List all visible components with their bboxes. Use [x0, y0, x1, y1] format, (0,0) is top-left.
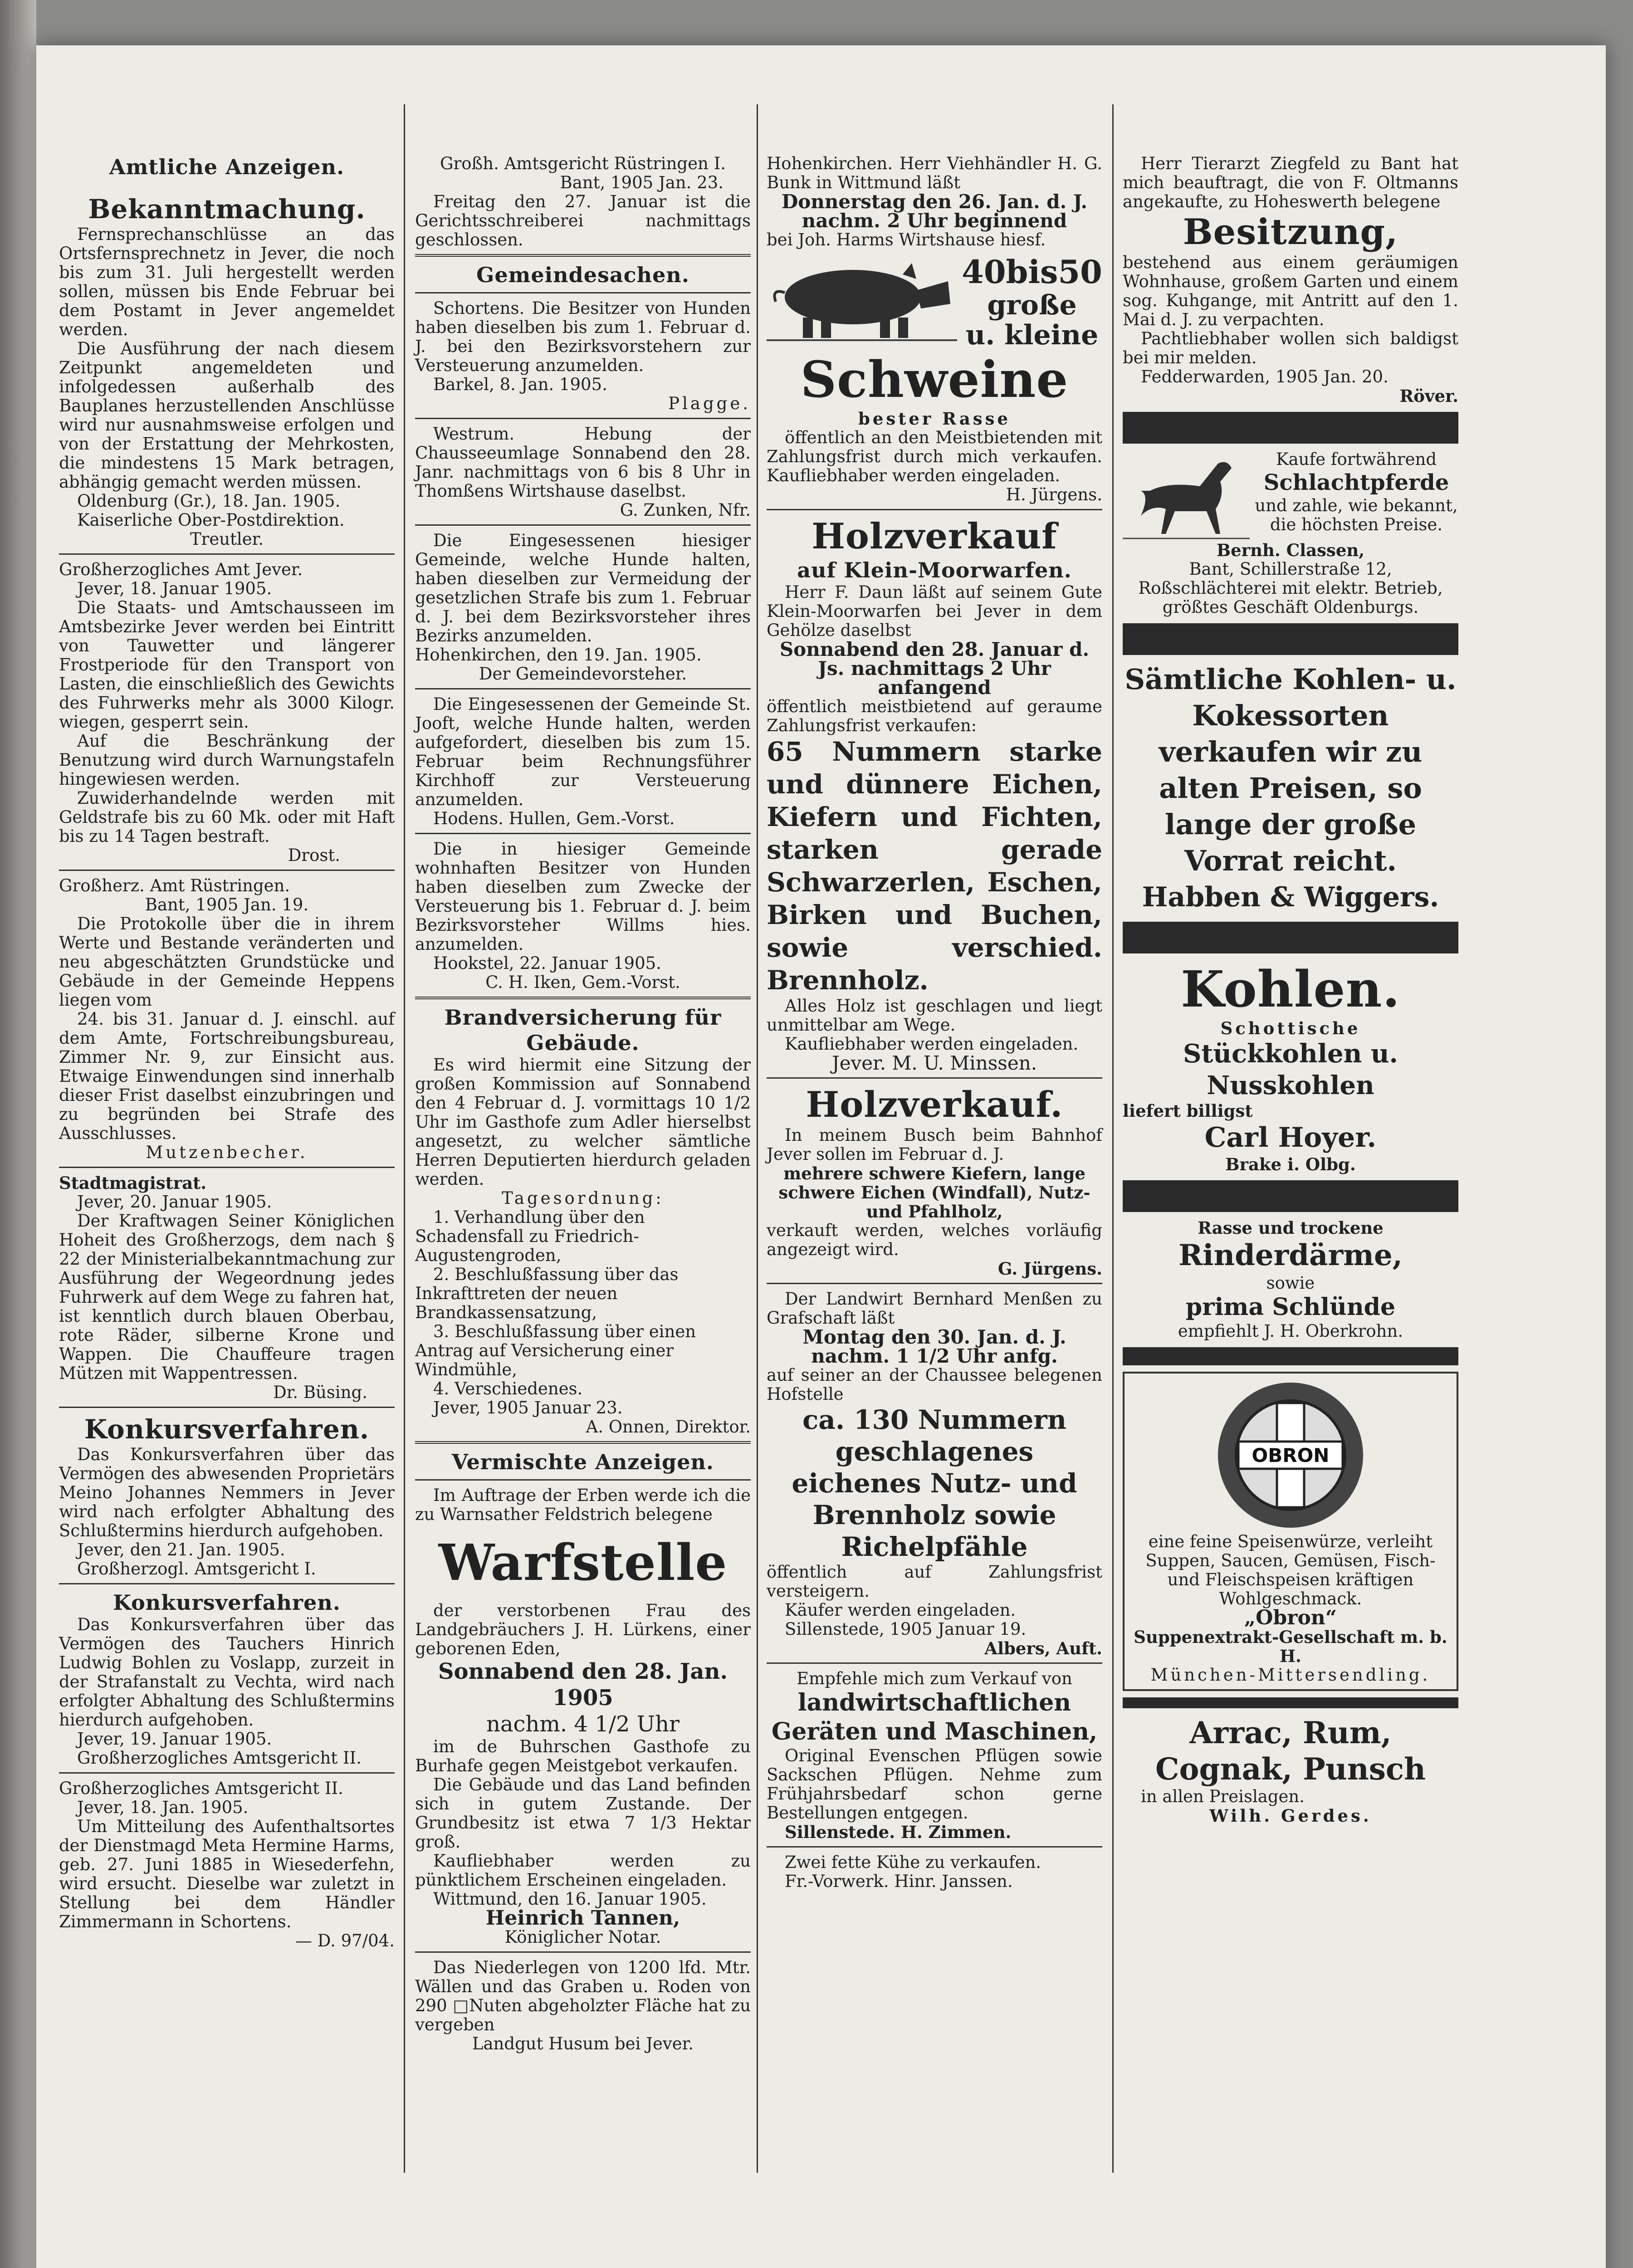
ad-text: Kaufe fortwährend: [1276, 450, 1437, 469]
notice-text: Schortens. Die Besitzer von Hunden haben dieselben bis zum 1. Februar d. J. bei den Bezirksvorstehern zur Versteuerung anzumelden.: [415, 298, 751, 375]
ad-text: Der Landwirt Bernhard Menßen zu Grafschaft läßt: [767, 1289, 1102, 1328]
notice-text: Die Staats- und Amtschausseen im Amtsbezirke Jever werden bei Eintritt von Tauwetter und längerer Frostperiode für den Transport von Lasten, die einschließlich des Gewichts des Fuhrwerks mehr als 3000 Kilogr. wiegen, gesperrt sein.: [59, 598, 395, 732]
ad-text: Roßschlächterei mit elektr. Betrieb, größtes Geschäft Oldenburgs.: [1138, 578, 1443, 617]
ad-text: Kaufliebhaber werden zu pünktlichem Erscheinen eingeladen.: [415, 1851, 751, 1890]
horse-ad: [1123, 450, 1458, 541]
pig-ad: [767, 254, 1102, 350]
ad-text: Schottische: [1220, 1018, 1361, 1038]
notice-signature: Großherzogliches Amtsgericht II.: [77, 1748, 362, 1768]
ad-text: öffentlich auf Zahlungsfrist versteigern.: [767, 1562, 1102, 1601]
column-3: [767, 104, 1102, 1891]
ad-text: verkauft werden, welches vorläufig angezeigt wird.: [767, 1221, 1102, 1259]
ad-text: Suppenextrakt-Gesellschaft m. b. H.: [1134, 1627, 1447, 1666]
notice-text: Zuwiderhandelnde werden mit Geldstrafe bis zu 60 Mk. oder mit Haft bis zu 14 Tagen bestraft.: [59, 788, 395, 846]
notice-date: Hookstel, 22. Januar 1905.: [433, 953, 661, 973]
notice-date: Bant, 1905 Jan. 23.: [560, 173, 724, 192]
ad-text: sowie: [1266, 1273, 1315, 1293]
ad-headline: Sämtliche Kohlen- u. Kokessorten verkaufen wir zu alten Preisen, so lange der große Vorrat reicht.: [1125, 663, 1457, 877]
ad-text: Die Gebäude und das Land befinden sich in gutem Zustande. Der Grundbesitz ist etwa 7 1/3 Hektar groß.: [415, 1775, 751, 1852]
section-header: Gemeindesachen.: [476, 263, 689, 287]
ad-signature: Fr.-Vorwerk. Hinr. Janssen.: [785, 1872, 1013, 1891]
divider-bar: [1123, 922, 1458, 953]
ad-headline: Besitzung,: [1183, 211, 1398, 253]
ad-text: Im Auftrage der Erben werde ich die zu Warnsather Feldstrich belegene: [415, 1486, 751, 1524]
pig-size: u. kleine: [965, 319, 1099, 350]
ad-time: nachm. 4 1/2 Uhr: [486, 1711, 680, 1737]
ad-items: ca. 130 Nummern geschlagenes eichenes Nutz- und Brennholz sowie Richelpfähle: [792, 1404, 1077, 1562]
column-rule: [757, 104, 758, 2173]
notice-text: Die Ausführung der nach diesem Zeitpunkt angemeldeten und infolgedessen außerhalb des Bauplanes herzustellenden Anschlüsse wird nur ausnahmsweise erfolgen und von der Erstattung der Mehrkosten, die mindestens 15 Mark betragen, abhängig gemacht werden müssen.: [59, 339, 395, 492]
ad-signature: Röver.: [1399, 386, 1458, 406]
ad-text: Herr F. Daun läßt auf seinem Gute Klein-Moorwarfen bei Jever in dem Gehölze daselbst: [767, 582, 1102, 640]
ad-text: Rasse und trockene: [1198, 1218, 1384, 1238]
notice-date: Jever, 18. Jan. 1905.: [77, 1798, 249, 1817]
pig-count: 40bis50: [962, 254, 1102, 291]
ad-text: auf seiner an der Chaussee belegenen Hofstelle: [767, 1365, 1102, 1404]
notice-date: Jever, 19. Januar 1905.: [77, 1729, 272, 1749]
ad-headline: Holzverkauf.: [806, 1084, 1063, 1125]
agenda-item: 1. Verhandlung über den Schadensfall zu Friedrich-Augustengroden,: [415, 1207, 645, 1265]
column-rule: [1112, 104, 1114, 2173]
ad-items: 65 Nummern starke und dünnere Eichen, Kiefern und Fichten, starken gerade Schwarzerlen, Eschen, Birken und Buchen, sowie verschied. Brennholz.: [767, 736, 1102, 996]
ad-headline: Arrac, Rum, Cognak, Punsch: [1155, 1715, 1426, 1787]
ad-subline: bester Rasse: [858, 409, 1011, 429]
ad-address: Brake i. Olbg.: [1225, 1154, 1356, 1174]
obron-logo-text: OBRON: [1252, 1444, 1330, 1466]
ad-text: Pachtliebhaber wollen sich baldigst bei mir melden.: [1123, 329, 1458, 367]
ad-text: Das Niederlegen von 1200 lfd. Mtr. Wällen und das Graben u. Roden von 290 □Nuten abgeholzter Fläche hat zu vergeben: [415, 1958, 751, 2034]
ad-signature-role: Königlicher Notar.: [504, 1927, 661, 1947]
agenda-item: 2. Beschlußfassung über das Inkrafttreten der neuen Brandkassensatzung,: [415, 1265, 679, 1322]
notice-date: Barkel, 8. Jan. 1905.: [433, 375, 607, 394]
notice-text: Fernsprechanschlüsse an das Ortsfernsprechnetz in Jever, die noch bis zum 31. Juli hergestellt werden sollen, müssen bis Ende Februar bei dem Postamt in Jever angemeldet werden.: [59, 225, 395, 339]
ad-signature: Sillenstede. H. Zimmen.: [785, 1822, 1012, 1842]
pig-icon: [767, 254, 957, 345]
notice-signature: Plagge.: [668, 394, 751, 413]
notice-text: Die in hiesiger Gemeinde wohnhaften Besitzer von Hunden haben dieselben zum Zwecke der Versteuerung bis 1. Februar d. J. beim Bezirksvorsteher Willms hies. anzumelden.: [415, 839, 751, 954]
horse-icon: [1123, 450, 1250, 541]
divider-bar: [1123, 1697, 1458, 1708]
ad-signature: Habben & Wiggers.: [1142, 881, 1439, 913]
notice-authority: Kaiserliche Ober-Postdirektion.: [77, 510, 345, 530]
ad-date: Sonnabend den 28. Jan. 1905: [438, 1659, 728, 1711]
ad-text: Original Evenschen Pflügen sowie Sackschen Pflügen. Nehme zum Frühjahrsbedarf schon gerne Bestellungen entgegen.: [767, 1746, 1102, 1823]
ad-address: München-Mittersendling.: [1150, 1665, 1431, 1685]
notice-head: Großherzogliches Amtsgericht II.: [59, 1779, 343, 1798]
ad-signature: G. Jürgens.: [998, 1259, 1102, 1279]
ad-text: Herr Tierarzt Ziegfeld zu Bant hat mich beauftragt, die von F. Oltmanns angekaufte, zu Hoheswerth belegene: [1123, 154, 1458, 211]
ad-date: Sillenstede, 1905 Januar 19.: [785, 1619, 1027, 1639]
notice-signature: Dr. Büsing.: [273, 1383, 367, 1402]
agenda-item: 3. Beschlußfassung über einen Antrag auf Versicherung einer Windmühle,: [415, 1322, 696, 1379]
notice-title: Bekanntmachung.: [88, 194, 366, 225]
ad-text: Hohenkirchen. Herr Viehhändler H. G. Bunk in Wittmund läßt: [767, 154, 1102, 192]
pig-size: große: [987, 289, 1077, 321]
ad-items: mehrere schwere Kiefern, lange schwere Eichen (Windfall), Nutz- und Pfahlholz,: [778, 1163, 1090, 1222]
ad-text: Alles Holz ist geschlagen und liegt unmittelbar am Wege.: [767, 996, 1102, 1035]
notice-text: Die Eingesessenen hiesiger Gemeinde, welche Hunde halten, haben dieselben zur Vermeidung der gesetzlichen Strafe bis zum 1. Februar d. J. bei dem Bezirksvorsteher ihres Bezirks anzumelden.: [415, 531, 751, 645]
notice-date: Oldenburg (Gr.), 18. Jan. 1905.: [77, 491, 341, 511]
ad-text: Empfehle mich zum Verkauf von: [797, 1669, 1072, 1688]
notice-date: Jever, 1905 Januar 23.: [433, 1398, 623, 1418]
ad-text: und zahle, wie bekannt, die höchsten Preise.: [1255, 496, 1458, 534]
notice-text: Es wird hiermit eine Sitzung der großen Kommission auf Sonnabend den 4 Februar d. J. vormittags 10 1/2 Uhr im Gasthofe zum Adler hierselbst angesetzt, zu welcher sämtliche Herren Deputierten hierdurch geladen werden.: [415, 1055, 751, 1189]
ad-headline: Schlachtpferde: [1263, 470, 1449, 495]
ad-date: Donnerstag den 26. Jan. d. J. nachm. 2 Uhr beginnend: [781, 191, 1088, 232]
ad-date: Montag den 30. Jan. d. J. nachm. 1 1/2 Uhr anfg.: [802, 1326, 1066, 1367]
notice-head: Großh. Amtsgericht Rüstringen I.: [440, 154, 726, 173]
divider-bar: [1123, 623, 1458, 655]
ad-text: in allen Preislagen.: [1141, 1787, 1305, 1806]
ad-date: Fedderwarden, 1905 Jan. 20.: [1141, 367, 1389, 386]
ad-signature: H. Jürgens.: [1006, 485, 1102, 504]
ad-text: In meinem Busch beim Bahnhof Jever sollen im Februar d. J.: [767, 1125, 1102, 1164]
divider-bar: [1123, 1347, 1458, 1365]
ad-headline: Schweine: [800, 350, 1069, 409]
notice-signature: Mutzenbecher.: [146, 1143, 308, 1162]
section-header: Amtliche Anzeigen.: [109, 155, 345, 179]
ad-signature: Jever. M. U. Minssen.: [831, 1052, 1037, 1074]
notice-date: Hohenkirchen, den 19. Jan. 1905.: [415, 645, 702, 665]
notice-text: Die Protokolle über die in ihrem Werte und Bestande veränderten und neu abgeschätzten Grundstücke und Gebäude in der Gemeinde Heppens liegen vom: [59, 914, 395, 1010]
column-1: [59, 104, 395, 1950]
notice-signature: G. Zunken, Nfr.: [620, 500, 751, 520]
notice-date: Jever, 20. Januar 1905.: [77, 1192, 272, 1212]
book-spine: [0, 0, 36, 2268]
notice-text: Um Mitteilung des Aufenthaltsortes der Dienstmagd Meta Hermine Harms, geb. 27. Juni 1885 in Wiesederfehn, wird ersucht. Dieselbe war zuletzt in Stellung bei dem Händler Zimmermann in Schortens.: [59, 1817, 395, 1931]
ad-name: Bernh. Classen,: [1216, 540, 1365, 560]
ad-text: öffentlich meistbietend auf geraume Zahlungsfrist verkaufen:: [767, 697, 1102, 735]
ad-text: liefert billigst: [1123, 1101, 1253, 1121]
ad-signature: Albers, Auft.: [984, 1638, 1102, 1658]
ad-headline: Rinderdärme,: [1178, 1238, 1403, 1272]
divider-bar: [1123, 1180, 1458, 1212]
notice-head: Großherzogliches Amt Jever.: [59, 560, 303, 579]
ad-text: im de Buhrschen Gasthofe zu Burhafe gegen Meistgebot verkaufen.: [415, 1737, 751, 1775]
section-header: Vermischte Anzeigen.: [452, 1450, 714, 1474]
ad-text: eine feine Speisenwürze, verleiht Suppen, Saucen, Gemüsen, Fisch- und Fleischspeisen kräftigen Wohlgeschmack.: [1145, 1532, 1436, 1608]
notice-signature: Drost.: [288, 846, 340, 865]
notice-text: 24. bis 31. Januar d. J. einschl. auf dem Amte, Fortschreibungsbureau, Zimmer Nr. 9, zur Einsicht aus. Etwaige Einwendungen sind innerhalb dieser Frist daselbst einzubringen und zu begründen bei Strafe des Ausschlusses.: [59, 1009, 395, 1143]
divider-bar: [1123, 412, 1458, 444]
notice-title: Konkursverfahren.: [113, 1590, 341, 1615]
notice-text: Das Konkursverfahren über das Vermögen des Tauchers Hinrich Ludwig Bohlen zu Voslapp, zurzeit in der Strafanstalt zu Vechta, wird nach erfolgter Abhaltung des Schlußtermins hierdurch aufgehoben.: [59, 1615, 395, 1730]
notice-title: Brandversicherung für Gebäude.: [444, 1005, 722, 1055]
notice-signature: Großherzogl. Amtsgericht I.: [77, 1559, 316, 1579]
ad-text: bei Joh. Harms Wirtshause hiesf.: [767, 230, 1046, 249]
notice-signature: A. Onnen, Direktor.: [586, 1417, 751, 1437]
ad-signature: Landgut Husum bei Jever.: [472, 2034, 694, 2053]
ad-subline: auf Klein-Moorwarfen.: [797, 558, 1072, 582]
notice-date: Bant, 1905 Jan. 19.: [145, 895, 309, 914]
ad-headline: prima Schlünde: [1185, 1293, 1396, 1321]
column-rule: [404, 104, 405, 2173]
ad-text: bestehend aus einem geräumigen Wohnhause, großem Garten und einem sog. Kuhgange, mit Antritt auf den 1. Mai d. J. zu verpachten.: [1123, 253, 1458, 329]
ad-text: der verstorbenen Frau des Landgebräuchers J. H. Lürkens, einer geborenen Eden,: [415, 1601, 751, 1658]
notice-text: Die Eingesessenen der Gemeinde St. Jooft, welche Hunde halten, werden aufgefordert, dieselben bis zum 15. Februar beim Rechnungsführer Kirchhoff zur Versteuerung anzumelden.: [415, 694, 751, 809]
ad-headline: Kohlen.: [1181, 960, 1400, 1018]
ad-name: Carl Hoyer.: [1204, 1122, 1377, 1154]
notice-signature: Hodens. Hullen, Gem.-Vorst.: [433, 809, 675, 828]
obron-logo-icon: [1209, 1378, 1372, 1532]
ad-text: Käufer werden eingeladen.: [785, 1600, 1016, 1620]
obron-ad: [1123, 1372, 1458, 1691]
notice-head: Stadtmagistrat.: [59, 1173, 207, 1193]
notice-reference: — D. 97/04.: [295, 1931, 395, 1950]
agenda-title: Tagesordnung:: [502, 1188, 664, 1208]
ad-text: Kaufliebhaber werden eingeladen.: [785, 1034, 1079, 1054]
notice-text: Auf die Beschränkung der Benutzung wird durch Warnungstafeln hingewiesen werden.: [59, 731, 395, 789]
ad-headline: Holzverkauf: [812, 516, 1057, 557]
ad-date: Wittmund, den 16. Januar 1905.: [433, 1889, 707, 1909]
agenda-item: 4. Verschiedenes.: [433, 1379, 583, 1398]
notice-text: Freitag den 27. Januar ist die Gerichtsschreiberei nachmittags geschlossen.: [415, 192, 751, 249]
notice-date: Jever, 18. Januar 1905.: [77, 579, 272, 598]
ad-text: Zwei fette Kühe zu verkaufen.: [785, 1853, 1041, 1872]
column-4: [1123, 104, 1458, 1825]
ad-text: öffentlich an den Meistbietenden mit Zahlungsfrist durch mich verkaufen. Kaufliebhaber werden eingeladen.: [767, 428, 1102, 485]
notice-text: Westrum. Hebung der Chausseeumlage Sonnabend den 28. Janr. nachmittags von 6 bis 8 Uhr in Thomßens Wirtshause daselbst.: [415, 424, 751, 501]
notice-signature: Treutler.: [190, 529, 264, 549]
ad-headline: landwirtschaftlichen Geräten und Maschinen,: [771, 1689, 1098, 1745]
notice-signature: C. H. Iken, Gem.-Vorst.: [485, 973, 680, 992]
ad-signature: Wilh. Gerdes.: [1209, 1806, 1372, 1826]
ad-date: Sonnabend den 28. Januar d. Js. nachmittags 2 Uhr anfangend: [779, 638, 1090, 699]
notice-text: Das Konkursverfahren über das Vermögen des abwesenden Proprietärs Meino Johannes Nemmers in Jever wird nach erfolgter Abhaltung des Schlußtermins hierdurch aufgehoben.: [59, 1445, 395, 1540]
ad-headline: Stückkohlen u. Nusskohlen: [1183, 1039, 1398, 1100]
notice-text: Der Kraftwagen Seiner Königlichen Hoheit des Großherzogs, dem nach § 22 der Ministerialbekanntmachung zur Ausführung der Wegeordnung jedes Fuhrwerk auf dem Wege zu fahren hat, ist kenntlich durch blauen Oberbau, rote Räder, silberne Krone und Wappen. Die Chauffeure tragen Mützen mit Wappentressen.: [59, 1211, 395, 1383]
notice-date: Jever, den 21. Jan. 1905.: [77, 1540, 285, 1559]
notice-title: Konkursverfahren.: [84, 1414, 370, 1445]
ad-signature: Heinrich Tannen,: [485, 1906, 680, 1930]
ad-address: Bant, Schillerstraße 12,: [1189, 559, 1392, 579]
notice-head: Großherz. Amt Rüstringen.: [59, 876, 290, 895]
ad-signature: empfiehlt J. H. Oberkrohn.: [1178, 1321, 1403, 1341]
notice-signature: Der Gemeindevorsteher.: [479, 664, 687, 684]
ad-headline: Warfstelle: [438, 1533, 728, 1592]
ad-name: „Obron“: [1244, 1606, 1337, 1629]
column-2: [415, 104, 751, 2053]
